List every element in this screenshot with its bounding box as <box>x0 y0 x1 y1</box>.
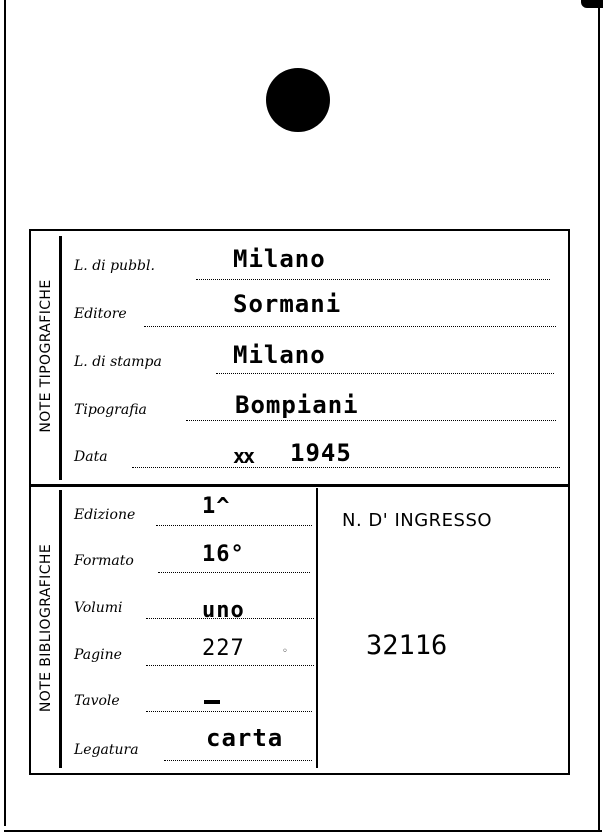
field-value-pagine: 227 <box>202 636 245 661</box>
struck-through-mark: xx <box>233 444 254 468</box>
dotted-line <box>132 467 560 468</box>
field-value-data: 1945 <box>290 439 352 467</box>
section-divider <box>29 484 570 487</box>
accession-number: 32116 <box>366 630 448 661</box>
field-label-edizione: Edizione <box>74 507 136 523</box>
field-value-legatura: carta <box>206 724 284 752</box>
card-edge <box>598 8 600 830</box>
column-divider <box>316 488 318 768</box>
field-value-luogo-stampa: Milano <box>233 341 326 369</box>
field-value-editore: Sormani <box>233 290 342 318</box>
field-label-legatura: Legatura <box>74 742 139 758</box>
dotted-line <box>146 665 314 666</box>
dotted-line <box>146 711 312 712</box>
dotted-line <box>186 420 556 421</box>
card-edge <box>4 830 602 832</box>
dotted-line <box>216 373 554 374</box>
dotted-line <box>196 279 550 280</box>
field-value-volumi: uno <box>202 598 245 623</box>
field-value-tipografia: Bompiani <box>235 391 359 419</box>
field-value-formato: 16° <box>202 542 245 567</box>
field-label-pagine: Pagine <box>74 647 122 663</box>
side-rule <box>59 236 62 480</box>
punch-hole <box>266 68 330 132</box>
dotted-line <box>144 326 556 327</box>
dotted-line <box>156 525 312 526</box>
field-label-volumi: Volumi <box>74 600 123 616</box>
side-rule <box>59 490 62 768</box>
card-edge <box>4 0 6 826</box>
card-corner <box>581 0 603 8</box>
dash-mark <box>204 700 220 704</box>
field-label-formato: Formato <box>74 553 134 569</box>
section-label-typographic: NOTE TIPOGRAFICHE <box>38 279 54 433</box>
field-label-tipografia: Tipografia <box>74 402 147 418</box>
field-label-editore: Editore <box>74 306 127 322</box>
field-value-luogo-pubblicazione: Milano <box>233 245 326 273</box>
field-label-luogo-pubblicazione: L. di pubbl. <box>74 258 155 274</box>
dotted-line <box>164 760 312 761</box>
field-label-tavole: Tavole <box>74 693 120 709</box>
field-value-edizione: 1^ <box>202 494 231 519</box>
field-label-luogo-stampa: L. di stampa <box>74 354 162 370</box>
accession-number-title: N. D' INGRESSO <box>342 510 493 531</box>
field-label-data: Data <box>74 449 108 465</box>
section-label-bibliographic: NOTE BIBLIOGRAFICHE <box>38 543 54 713</box>
pencil-mark: ◦ <box>282 646 288 657</box>
dotted-line <box>158 572 310 573</box>
